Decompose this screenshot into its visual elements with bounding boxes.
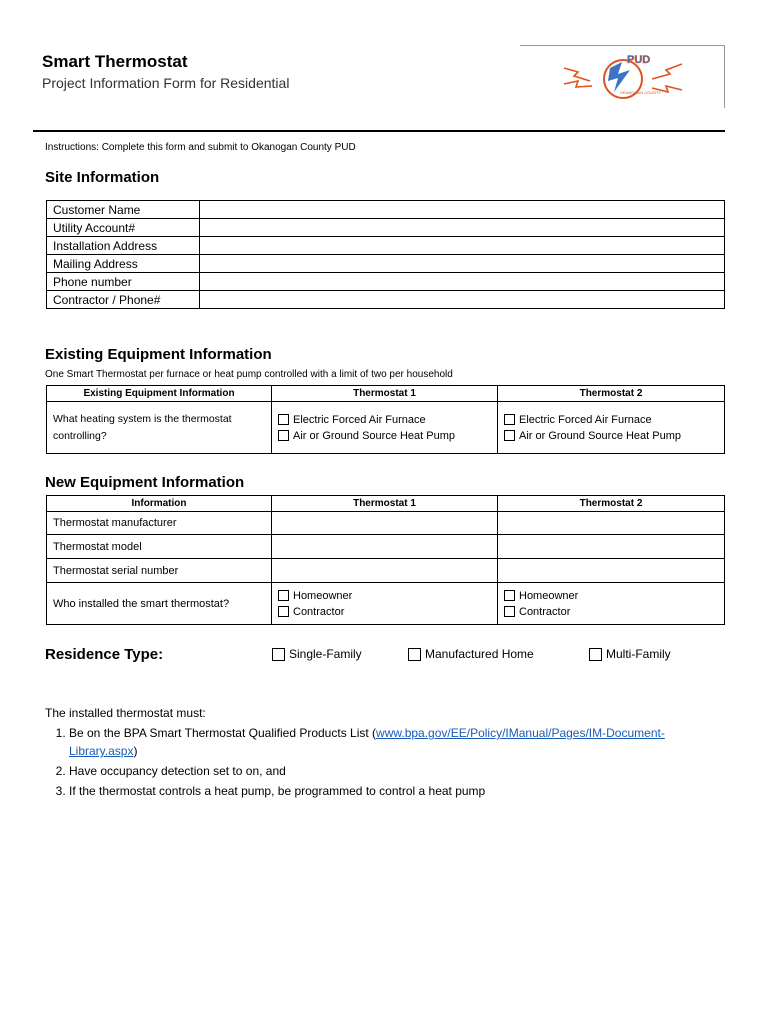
t2-serial-number-field[interactable] [498,559,725,583]
checkbox[interactable] [589,648,602,661]
site-label-customer-name: Customer Name [47,201,200,219]
utility-account-field[interactable] [200,219,725,237]
existing-equipment-note: One Smart Thermostat per furnace or heat pump controlled with a limit of two per household [45,369,453,380]
residence-multi-family-option[interactable] [589,647,671,661]
table-row [47,583,725,625]
option-label: Contractor [293,605,345,618]
table-row [47,512,725,535]
option-label: Homeowner [293,589,353,602]
t1-manufacturer-field[interactable] [272,512,498,535]
site-label-contractor-phone: Contractor / Phone# [47,291,200,309]
col-thermostat-1: Thermostat 1 [272,386,498,402]
requirement-2-text: Have occupancy detection set to on, and [69,764,286,778]
requirement-3-text: If the thermostat controls a heat pump, be programmed to control a heat pump [69,784,486,798]
option-label: Air or Ground Source Heat Pump [519,429,682,442]
t1-contractor-option[interactable] [278,604,491,620]
requirement-1-text: Be on the BPA Smart Thermostat Qualified Products List ( [69,726,377,740]
table-row [47,219,725,237]
table-header-row [47,496,725,512]
option-label: Air or Ground Source Heat Pump [293,429,456,442]
table-row [47,237,725,255]
checkbox[interactable] [278,414,289,425]
t2-heat-pump-option[interactable] [504,428,718,444]
list-item [69,724,685,760]
t1-electric-furnace-option[interactable] [278,412,491,428]
thermostat-2-heating-options [498,402,725,454]
customer-name-field[interactable] [200,201,725,219]
t1-heat-pump-option[interactable] [278,428,491,444]
table-row [47,535,725,559]
t1-model-field[interactable] [272,535,498,559]
requirements-list-container [45,724,685,802]
page-title: Smart Thermostat [42,52,188,71]
existing-equipment-heading: Existing Equipment Information [45,346,272,363]
list-item [69,782,685,800]
table-row [47,291,725,309]
checkbox[interactable] [278,590,289,601]
col-information: Information [47,496,272,512]
t1-serial-number-field[interactable] [272,559,498,583]
site-info-heading: Site Information [45,169,160,186]
site-label-utility-account: Utility Account# [47,219,200,237]
col-thermostat-1: Thermostat 1 [272,496,498,512]
phone-number-field[interactable] [200,273,725,291]
option-label: Contractor [519,605,571,618]
residence-single-family-option[interactable] [272,647,362,661]
t2-manufacturer-field[interactable] [498,512,725,535]
checkbox[interactable] [504,414,515,425]
checkbox[interactable] [504,606,515,617]
list-item [69,762,685,780]
existing-equipment-table [46,385,725,454]
t1-installer-options [272,583,498,625]
table-header-row [47,386,725,402]
thermostat-1-heating-options [272,402,498,454]
t2-model-field[interactable] [498,535,725,559]
t2-contractor-option[interactable] [504,604,718,620]
option-label: Electric Forced Air Furnace [293,413,426,426]
new-equipment-heading: New Equipment Information [45,474,245,491]
checkbox[interactable] [504,430,515,441]
row-label-manufacturer: Thermostat manufacturer [47,512,272,535]
checkbox[interactable] [278,430,289,441]
t2-installer-options [498,583,725,625]
logo-text: PUD [627,54,651,66]
bpa-products-list-link[interactable]: www.bpa.gov/EE/Policy/IManual/Pages/IM-Document-Library.aspx [69,726,665,758]
pud-logo [560,48,686,106]
col-existing-info: Existing Equipment Information [47,386,272,402]
table-row [47,255,725,273]
site-label-mailing-address: Mailing Address [47,255,200,273]
header-divider [33,130,725,132]
checkbox[interactable] [504,590,515,601]
col-thermostat-2: Thermostat 2 [498,496,725,512]
residence-manufactured-home-option[interactable] [408,647,534,661]
row-label-installer: Who installed the smart thermostat? [47,583,272,625]
site-label-installation-address: Installation Address [47,237,200,255]
new-equipment-table [46,495,725,625]
installation-address-field[interactable] [200,237,725,255]
checkbox[interactable] [278,606,289,617]
table-row [47,201,725,219]
table-row [47,559,725,583]
t1-homeowner-option[interactable] [278,588,491,604]
option-label: Electric Forced Air Furnace [519,413,652,426]
table-row [47,273,725,291]
requirements-intro: The installed thermostat must: [45,706,206,720]
requirement-1-close: ) [133,744,138,758]
heating-system-question: What heating system is the thermostat controlling? [47,402,272,454]
contractor-phone-field[interactable] [200,291,725,309]
option-label: Homeowner [519,589,579,602]
t2-electric-furnace-option[interactable] [504,412,718,428]
row-label-serial-number: Thermostat serial number [47,559,272,583]
instructions-text: Instructions: Complete this form and submit to Okanogan County PUD [45,142,356,153]
row-label-model: Thermostat model [47,535,272,559]
requirements-list [45,724,685,800]
option-label: Manufactured Home [425,647,534,661]
site-info-table [46,200,725,309]
logo-subtext: OKANOGAN COUNTY [620,90,662,95]
checkbox[interactable] [272,648,285,661]
residence-type-label: Residence Type: [45,646,164,663]
col-thermostat-2: Thermostat 2 [498,386,725,402]
option-label: Multi-Family [606,647,671,661]
t2-homeowner-option[interactable] [504,588,718,604]
page-subtitle: Project Information Form for Residential [42,75,290,91]
site-label-phone-number: Phone number [47,273,200,291]
table-row [47,402,725,454]
option-label: Single-Family [289,647,362,661]
checkbox[interactable] [408,648,421,661]
mailing-address-field[interactable] [200,255,725,273]
